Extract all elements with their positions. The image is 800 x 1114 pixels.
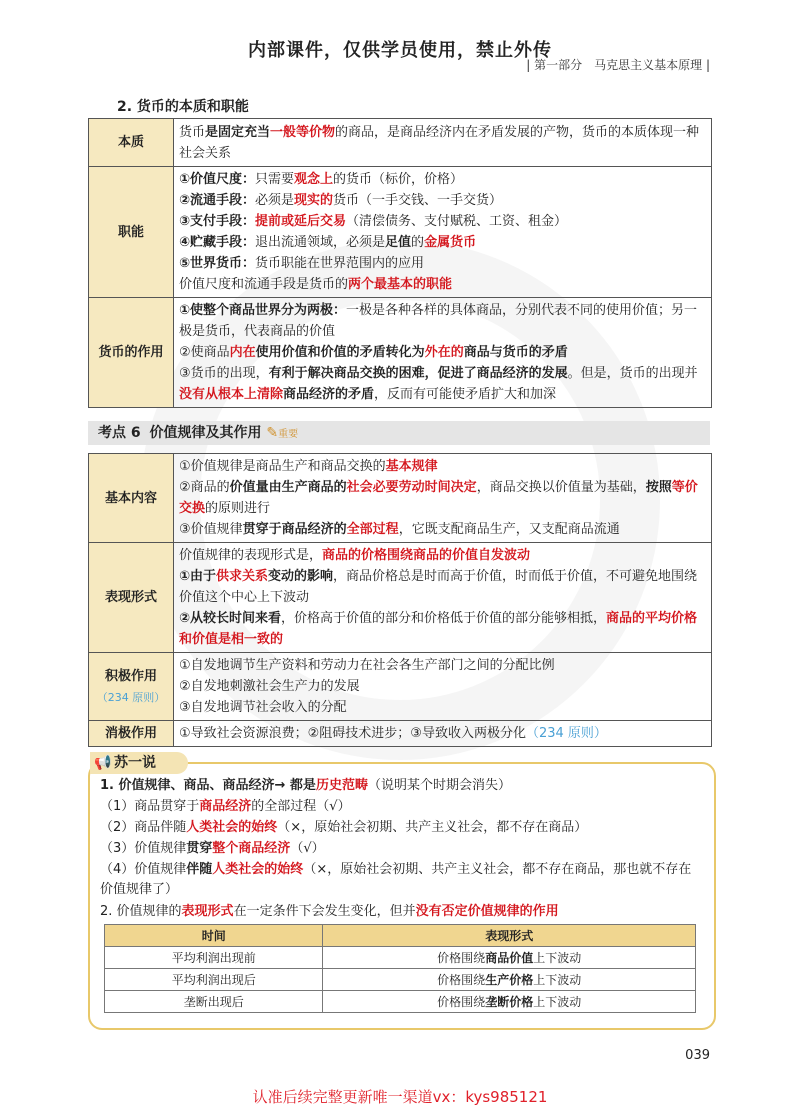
text: 价格围绕 (437, 995, 486, 1009)
highlight: 等价交换 (179, 480, 698, 516)
function-cell (174, 167, 712, 298)
row-label-essence: 本质 (89, 119, 174, 167)
form-line (179, 566, 706, 608)
page-header-title: 内部课件，仅供学员使用，禁止外传 (248, 40, 552, 61)
function-line (179, 190, 706, 211)
highlight: 提前或延后交易 (255, 214, 347, 229)
cell-form (323, 947, 696, 969)
text: 按照 (645, 480, 672, 495)
function-line (179, 211, 706, 232)
highlight: 基本规律 (385, 459, 438, 474)
highlight: 整个商品经济 (212, 841, 291, 856)
text: 伴随 (186, 862, 213, 877)
highlight: 观念上 (294, 172, 334, 187)
text: 只需要 (255, 172, 295, 187)
kaodian-tag: 考点 6 (98, 425, 141, 441)
money-table (88, 118, 712, 408)
content-line (179, 519, 706, 540)
text: 使用价值和价值的矛盾转化为 (255, 345, 425, 360)
text: ，价格高于价值的部分和价格低于价值的部分能够相抵， (281, 611, 607, 626)
su-line (100, 776, 700, 796)
content-cell (174, 454, 712, 543)
highlight: 供求关系 (216, 569, 269, 584)
text: 商品经济的矛盾 (283, 387, 375, 402)
text: ②流通手段： (179, 193, 256, 208)
positive-line: ①自发地调节生产资料和劳动力在社会各生产部门之间的分配比例 (179, 658, 555, 673)
su-line (100, 818, 700, 838)
text: 是固定充当 (205, 124, 271, 140)
text: 积极作用 (104, 668, 157, 684)
text: ，反而有可能使矛盾扩大和加深 (374, 387, 557, 402)
positive-note: （234 原则） (96, 690, 166, 704)
form-cell (174, 543, 712, 653)
table-header-row (105, 925, 696, 947)
text: ②使商品 (179, 345, 230, 360)
highlight: 金属货币 (424, 235, 477, 250)
page-header-subtitle: | 第一部分 马克思主义基本原理 | (526, 58, 710, 72)
text: （清偿债务、支付赋税、工资、租金） (346, 214, 568, 229)
text: （×，原始社会初期、共产主义社会，都不存在商品，那也就不存在价值规律了） (100, 862, 692, 897)
text: 变动的影响 (268, 569, 334, 584)
role-line (179, 363, 706, 405)
text: 价格围绕 (437, 973, 486, 987)
highlight: 商品的价格围绕商品的价值自发波动 (322, 548, 531, 563)
text: 上下波动 (533, 973, 582, 987)
highlight: 商品经济 (199, 799, 252, 814)
text: 有利于解决商品交换的困难，促进了商品经济的发展 (268, 366, 568, 381)
essence-cell (174, 119, 712, 167)
text: 贯穿于商品经济的 (242, 522, 347, 537)
table-row (89, 653, 712, 721)
function-line (179, 232, 706, 253)
text: 贯穿 (186, 841, 213, 856)
footer-notice: 认准后续完整更新唯一渠道vx：kys985121 (252, 1088, 548, 1106)
text: 1. 价值规律、商品、商品经济→ 都是 (100, 778, 316, 793)
highlight: 表现形式 (181, 904, 234, 919)
text: 价格围绕 (437, 951, 486, 965)
text: ，商品价格总是时而高于价值，时而低于价值，不可避免地围绕价值这个中心上下波动 (179, 569, 698, 605)
text: 的原则进行 (205, 501, 271, 516)
su-title: 苏一说 (114, 755, 156, 771)
text: 的商品，是商品经济内在矛盾发展的产物，货币的本质体现一种社会关系 (179, 124, 700, 161)
text: （3）价值规律 (100, 841, 187, 856)
highlight: 人类社会的始终 (212, 862, 304, 877)
law-table (88, 453, 712, 747)
text: 一极是各种各样的具体商品，分别代表不同的使用价值；另一极是货币，代表商品的价值 (179, 303, 698, 339)
text: ③支付手段： (179, 214, 256, 229)
text: 的全部过程（√） (251, 799, 351, 814)
text: 2. 价值规律的 (100, 904, 182, 919)
table-row (105, 947, 696, 969)
text: （说明某个时期会消失） (367, 778, 511, 793)
table-row (89, 167, 712, 298)
text: （×，原始社会初期、共产主义社会，都不存在商品） (277, 820, 588, 835)
su-title-tab (90, 752, 188, 774)
highlight: 没有否定价值规律的作用 (415, 904, 559, 919)
negative-cell (174, 721, 712, 747)
text: 上下波动 (533, 995, 582, 1009)
highlight: 现实的 (294, 193, 334, 208)
text: ①导致社会资源浪费；②阻碍技术进步；③导致收入两极分化 (179, 726, 526, 741)
text: 货币 (179, 124, 206, 140)
cell-time: 垄断出现后 (105, 991, 323, 1013)
column-header-form: 表现形式 (323, 925, 696, 947)
su-line (100, 902, 700, 922)
table-row (89, 543, 712, 653)
text: ②商品的 (179, 480, 230, 495)
column-header-time: 时间 (105, 925, 323, 947)
row-label-positive (89, 653, 174, 721)
text: （2）商品伴随 (100, 820, 187, 835)
su-line (100, 860, 700, 900)
row-label-negative: 消极作用 (89, 721, 174, 747)
table-row (105, 969, 696, 991)
text: 的货币（标价，价格） (333, 172, 464, 187)
kaodian-bar (88, 421, 710, 445)
highlight: 商品的平均价格和价值是相一致的 (179, 611, 698, 647)
text: 货币职能在世界范围内的应用 (255, 256, 425, 271)
su-line (100, 839, 700, 859)
row-label-form: 表现形式 (89, 543, 174, 653)
highlight: 没有从根本上清除 (179, 387, 284, 402)
text: ①价值尺度： (179, 172, 256, 187)
section-title-money: 2. 货币的本质和职能 (117, 99, 249, 115)
text: 商品价值 (485, 951, 534, 965)
text: 垄断价格 (485, 995, 534, 1009)
text: 货币（一手交钱、一手交货） (333, 193, 503, 208)
su-line (100, 797, 700, 817)
text: ①使整个商品世界分为两极： (179, 303, 347, 318)
form-line (179, 608, 706, 650)
pencil-icon: ✎ (266, 425, 279, 441)
text: （√） (290, 841, 325, 856)
table-row (89, 454, 712, 543)
kaodian-badge: 重要 (278, 429, 299, 440)
highlight: 全部过程 (346, 522, 399, 537)
cell-form (323, 991, 696, 1013)
highlight: 历史范畴 (315, 778, 368, 793)
highlight: 两个最基本的职能 (348, 277, 453, 292)
highlight: 社会必要劳动时间决定 (346, 480, 477, 495)
highlight: 外在的 (424, 345, 464, 360)
text: 在一定条件下会发生变化，但并 (233, 904, 416, 919)
text: ①价值规律是商品生产和商品交换的 (179, 459, 386, 474)
form-line (179, 545, 706, 566)
row-label-content: 基本内容 (89, 454, 174, 543)
text: 必须是 (255, 193, 295, 208)
highlight: 人类社会的始终 (186, 820, 278, 835)
positive-cell (174, 653, 712, 721)
text: 。但是，货币的出现并 (567, 366, 698, 381)
text: ③货币的出现， (179, 366, 269, 381)
text: ②从较长时间来看 (179, 611, 282, 626)
text: ，它既支配商品生产，又支配商品流通 (398, 522, 620, 537)
content-line (179, 477, 706, 519)
function-line (179, 253, 706, 274)
row-label-function: 职能 (89, 167, 174, 298)
negative-note: （234 原则） (525, 726, 607, 741)
cell-form (323, 969, 696, 991)
role-line (179, 300, 706, 342)
text: 价值规律的表现形式是， (179, 548, 323, 563)
page-number: 039 (685, 1048, 710, 1063)
text: ⑤世界货币： (179, 256, 256, 271)
megaphone-icon: 📢 (94, 755, 112, 771)
text: ③价值规律 (179, 522, 243, 537)
text: 足值 (385, 235, 412, 250)
positive-line: ②自发地刺激社会生产力的发展 (179, 679, 360, 694)
text: 的 (411, 235, 425, 250)
table-row (89, 119, 712, 167)
text: 退出流通领域，必须是 (255, 235, 386, 250)
form-change-table (104, 924, 696, 1013)
cell-time: 平均利润出现后 (105, 969, 323, 991)
text: 价值尺度和流通手段是货币的 (179, 277, 349, 292)
positive-line: ③自发地调节社会收入的分配 (179, 700, 347, 715)
row-label-role: 货币的作用 (89, 298, 174, 408)
role-cell (174, 298, 712, 408)
role-line (179, 342, 706, 363)
table-row (105, 991, 696, 1013)
text: 商品与货币的矛盾 (463, 345, 568, 360)
kaodian-title: 价值规律及其作用 (149, 425, 262, 441)
function-line (179, 274, 706, 295)
content-line (179, 456, 706, 477)
cell-time: 平均利润出现前 (105, 947, 323, 969)
highlight: 内在 (229, 345, 256, 360)
table-row (89, 721, 712, 747)
text: 上下波动 (533, 951, 582, 965)
highlight: 一般等价物 (270, 124, 336, 140)
text: 价值量由生产商品的 (229, 480, 347, 495)
function-line (179, 169, 706, 190)
table-row (89, 298, 712, 408)
text: （1）商品贯穿于 (100, 799, 200, 814)
text: ①由于 (179, 569, 217, 584)
text: 生产价格 (485, 973, 534, 987)
text: ，商品交换以价值量为基础， (476, 480, 646, 495)
text: （4）价值规律 (100, 862, 187, 877)
text: ④贮藏手段： (179, 235, 256, 250)
